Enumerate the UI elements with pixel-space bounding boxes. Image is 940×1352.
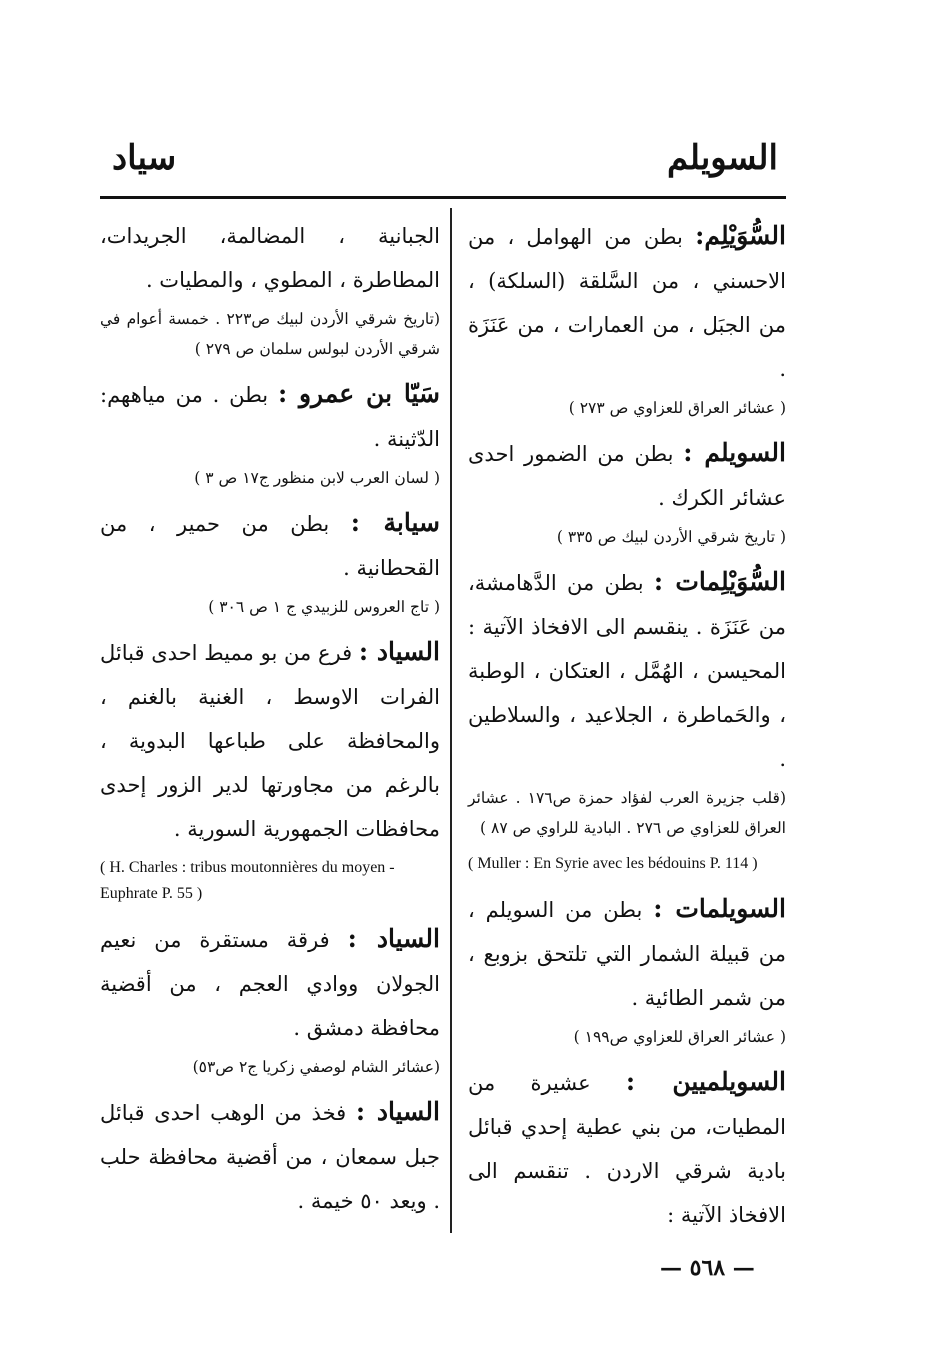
headword: السُّوَيْلِمات : xyxy=(653,567,786,596)
entry-source: (قلب جزيرة العرب لفؤاد حمزة ص١٧٦ . عشائر العراق للعزاوي ص ٢٧٦ . البادية للراوي ص ٨٧ ) xyxy=(468,789,786,837)
entry xyxy=(468,560,786,877)
entry-text: فرع من بو مميط احدى قبائل الفرات الاوسط ، الغنية بالغنم ، والمحافظة على طباعها البدوية ، بالرغم من مجاورتها لدير الزور إحدى محافظات الجمهورية السورية . xyxy=(100,641,440,841)
entry-source: ( لسان العرب لابن منظور ج١٧ ص ٣ ) xyxy=(194,469,440,487)
column-separator xyxy=(450,208,452,1233)
entry xyxy=(468,887,786,1052)
headword: سَيّا بن عمرو : xyxy=(277,379,440,408)
entry-text: الجبانية ، المضالمة، الجريدات، المطاطرة ، المطوي ، والمطيات . xyxy=(100,224,440,292)
entry xyxy=(100,630,440,907)
entry xyxy=(100,1090,440,1223)
entry-latin-source: ( H. Charles : tribus moutonnières du moyen - Euphrate P. 55 ) xyxy=(100,859,395,902)
headword: السياد : xyxy=(355,1097,440,1126)
headword: سيابة : xyxy=(350,508,440,537)
entry-source: ( عشائر العراق للعزاوي ص ٢٧٣ ) xyxy=(568,399,786,417)
right-column xyxy=(468,214,786,1237)
entry-text: فرقة مستقرة من نعيم الجولان ووادي العجم ، من أقضية محافظة دمشق . xyxy=(100,928,440,1040)
entry xyxy=(100,214,440,364)
entry-text: بطن من الهوامل ، من الاحسني ، من السَّلقة (السلكة) ، من الجبَل ، من العمارات ، من عَنَزَة . xyxy=(468,225,786,381)
entry xyxy=(100,501,440,622)
entry-text: فخذ من الوهب احدى قبائل جبل سمعان ، من أقضية محافظة حلب . ويعد ٥٠ خيمة . xyxy=(100,1101,440,1213)
running-header-right: السويلم xyxy=(666,138,778,178)
entry-text: عشيرة من المطيات، من بني عطية إحدي قبائل بادية شرقي الاردن . تنقسم الى الافخاذ الآتية : xyxy=(468,1071,786,1227)
headword: السُّوَيْلِم: xyxy=(695,221,786,250)
headword: السياد : xyxy=(358,637,440,666)
entry xyxy=(468,214,786,423)
entry-text: بطن من حمير ، من القحطانية . xyxy=(100,512,440,580)
entry-latin-source: ( Muller : En Syrie avec les bédouins P. 114 ) xyxy=(468,855,758,872)
entry-text: بطن من الدَّهامشة، من عَنَزَة . ينقسم الى الافخاذ الآتية : المحيسن ، الهُمَّل ، العتكان ، الوطبة ، والحَماطرة ، الجلاعيد ، والسلاطين . xyxy=(468,571,786,771)
entry xyxy=(100,917,440,1082)
entry-source: ( تاريخ شرقي الأردن لبيك ص ٣٣٥ ) xyxy=(556,528,786,546)
headword: السويلميين : xyxy=(625,1067,786,1096)
entry-text: بطن من السويلم ، من قبيلة الشمار التي تلتحق بزوبع ، من شمر الطائية . xyxy=(468,898,786,1010)
entry-source: (تاريخ شرقي الأردن لبيك ص٢٢٣ . خمسة أعوام في شرقي الأردن لبولس سلمان ص ٢٧٩ ) xyxy=(100,310,441,358)
headword: السياد : xyxy=(347,924,440,953)
headword: السويلمات : xyxy=(653,894,786,923)
entry-text: بطن من الضمور احدى عشائر الكرك . xyxy=(468,442,786,510)
entry xyxy=(468,1060,786,1237)
entry-text: بطن . من مياههم: الدّثينة . xyxy=(100,383,440,451)
running-header-left: سياد xyxy=(112,138,177,178)
entry-source: ( تاج العروس للزبيدي ج ١ ص ٣٠٦ ) xyxy=(208,598,440,616)
entry xyxy=(100,372,440,493)
page-number: — ٥٦٨ — xyxy=(660,1255,755,1281)
headword: السويلم : xyxy=(683,438,786,467)
left-column xyxy=(100,214,440,1223)
header-rule xyxy=(100,196,786,199)
entry xyxy=(468,431,786,552)
entry-source: ( عشائر العراق للعزاوي ص١٩٩ ) xyxy=(573,1028,786,1046)
entry-source: (عشائر الشام لوصفي زكريا ج٢ ص٥٣) xyxy=(192,1058,440,1076)
